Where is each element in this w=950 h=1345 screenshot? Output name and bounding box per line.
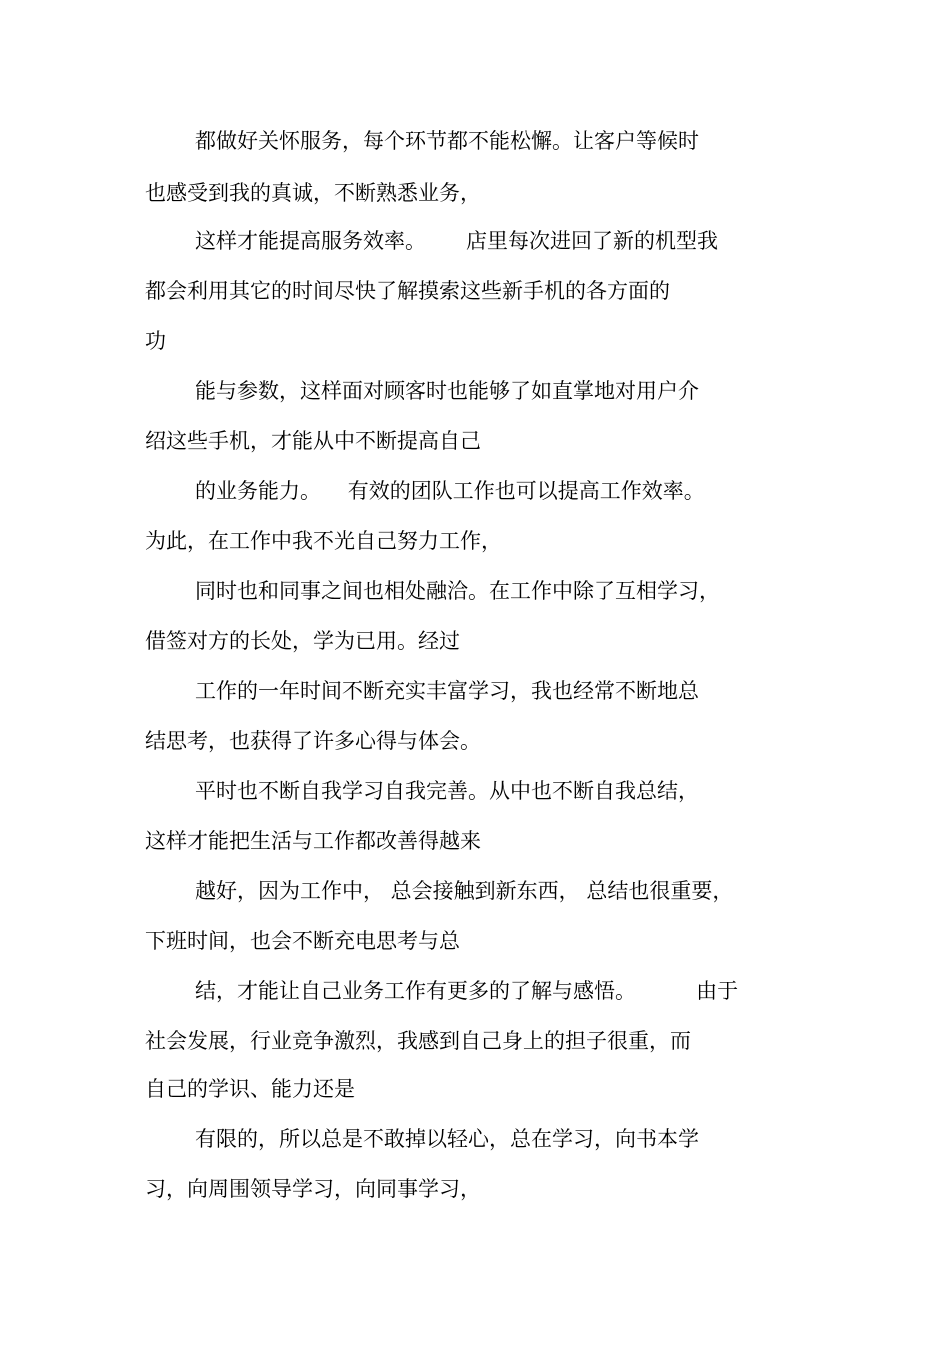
text-line: 能与参数，这样面对顾客时也能够了如直掌地对用户介 <box>195 379 699 403</box>
text-line: 都会利用其它的时间尽快了解摸索这些新手机的各方面的 <box>145 279 670 303</box>
text-line: 社会发展，行业竞争激烈，我感到自己身上的担子很重，而 <box>145 1029 691 1053</box>
text-line: 平时也不断自我学习自我完善。从中也不断自我总结， <box>195 779 699 803</box>
text-line: 绍这些手机，才能从中不断提高自己 <box>145 429 481 453</box>
text-line: 习，向周围领导学习，向同事学习， <box>145 1177 481 1201</box>
text-line: 这样才能把生活与工作都改善得越来 <box>145 829 481 853</box>
text-line: 为此，在工作中我不光自己努力工作， <box>145 529 502 553</box>
text-line: 越好，因为工作中， 总会接触到新东西， 总结也很重要， <box>195 879 734 903</box>
text-line: 的业务能力。 有效的团队工作也可以提高工作效率。 <box>195 479 705 503</box>
text-line: 下班时间，也会不断充电思考与总 <box>145 929 460 953</box>
text-line: 都做好关怀服务，每个环节都不能松懈。让客户等候时 <box>195 129 699 153</box>
text-line: 有限的，所以总是不敢掉以轻心，总在学习，向书本学 <box>195 1127 699 1151</box>
text-line: 同时也和同事之间也相处融洽。在工作中除了互相学习， <box>195 579 720 603</box>
text-line: 结思考，也获得了许多心得与体会。 <box>145 729 481 753</box>
text-line: 借签对方的长处，学为已用。经过 <box>145 629 460 653</box>
text-line: 自己的学识、能力还是 <box>145 1077 355 1101</box>
text-line: 工作的一年时间不断充实丰富学习，我也经常不断地总 <box>195 679 699 703</box>
text-line: 结，才能让自己业务工作有更多的了解与感悟。 由于 <box>195 979 739 1003</box>
text-line: 这样才能提高服务效率。 店里每次进回了新的机型我 <box>195 229 719 253</box>
text-line: 功 <box>145 329 166 353</box>
text-line: 也感受到我的真诚，不断熟悉业务， <box>145 181 481 205</box>
